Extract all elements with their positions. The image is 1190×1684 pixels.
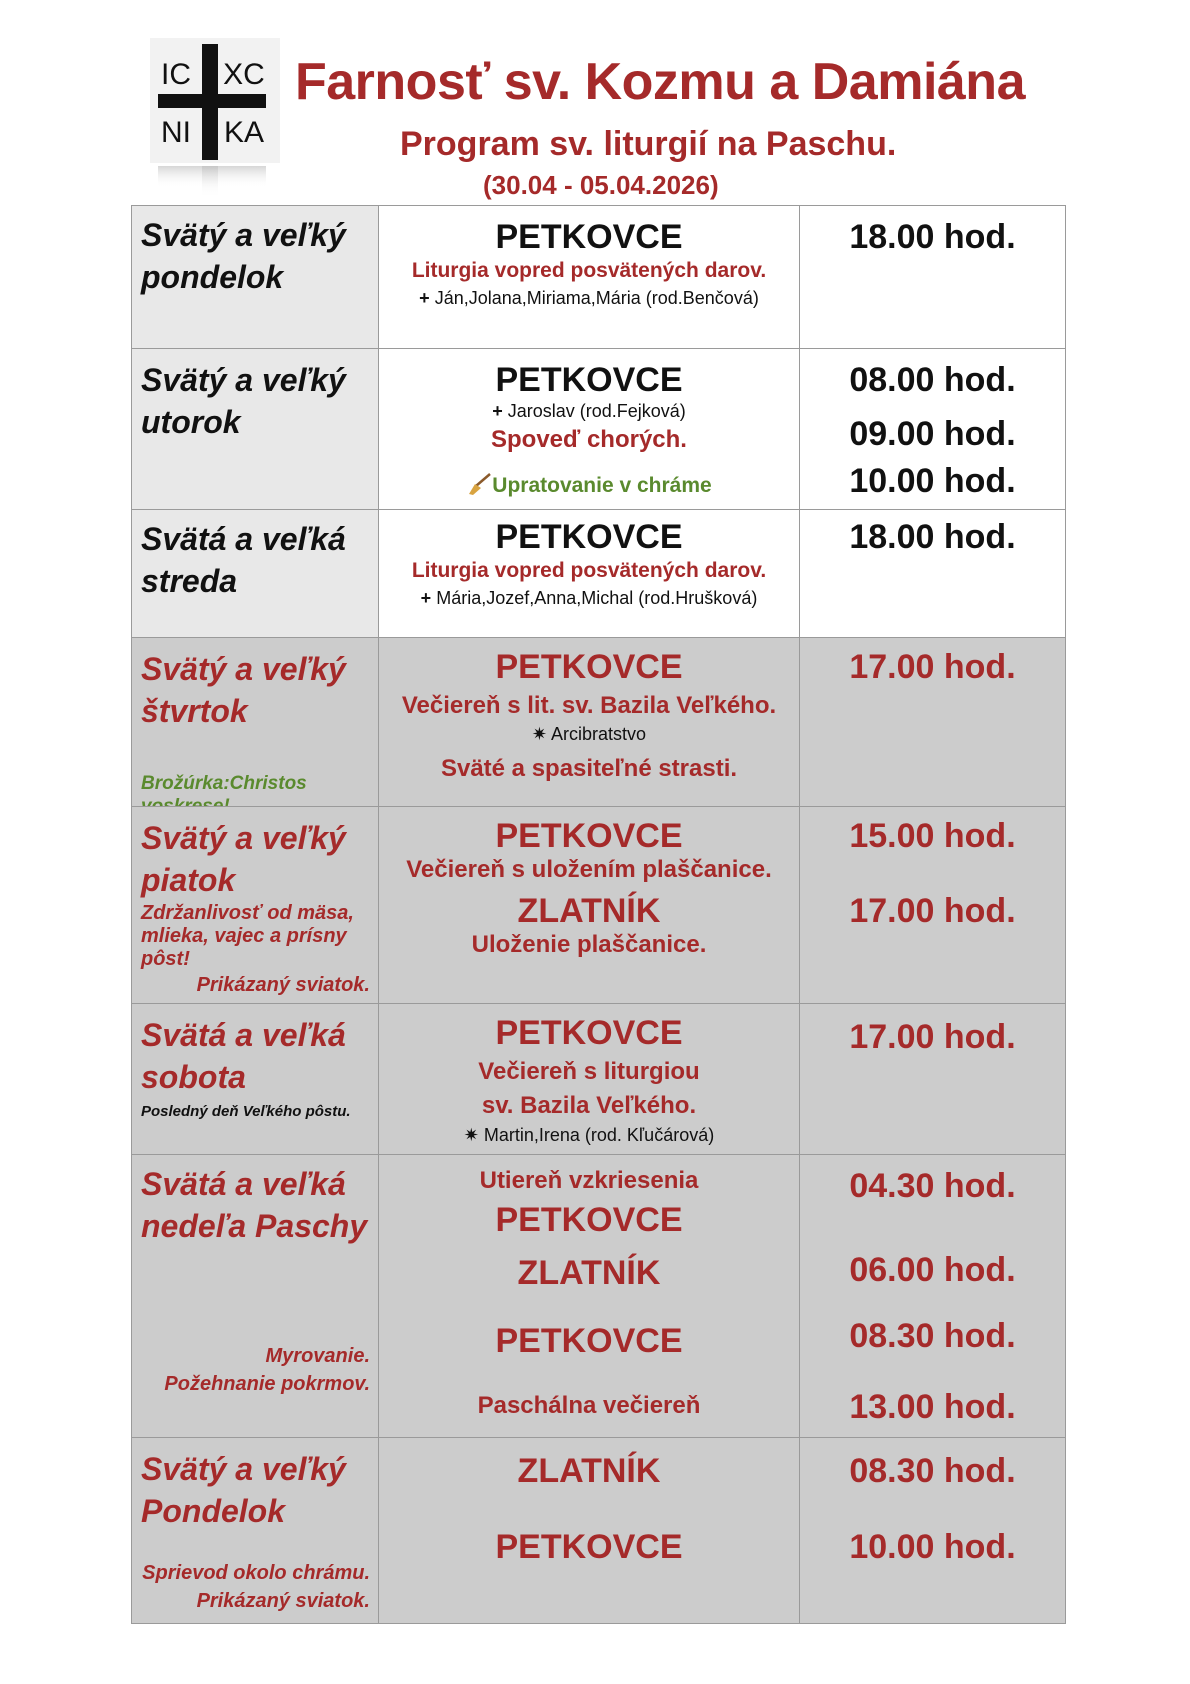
iconography-logo: [150, 38, 280, 198]
time-value: 08.30 hod.: [849, 1317, 1016, 1355]
day-label-line1: Svätý a veľký: [141, 362, 346, 398]
service-name-2: Sväté a spasiteľné strasti.: [440, 755, 738, 782]
service-name-2: Uloženie plaščanice.: [471, 931, 707, 958]
day-cell: [132, 1004, 379, 1155]
place-name-2: PETKOVCE: [495, 1528, 683, 1566]
table-row: [131, 1003, 1066, 1155]
time-value: 13.00 hod.: [849, 1388, 1016, 1426]
day-cell: [132, 1155, 379, 1438]
day-note: Prikázaný sviatok.: [196, 974, 370, 996]
cross-icon: +: [492, 401, 503, 421]
day-label-line2: sobota: [141, 1059, 246, 1095]
asterisk-icon: ✷: [463, 1125, 479, 1145]
day-note: Myrovanie.: [265, 1345, 370, 1367]
time-cell: [800, 807, 1065, 1004]
day-note: Prikázaný sviatok.: [196, 1590, 370, 1612]
intention-text: Jaroslav (rod.Fejková): [507, 401, 686, 421]
table-row: [131, 205, 1066, 349]
day-label-line1: Svätý a veľký: [141, 651, 346, 687]
time-value: 18.00 hod.: [849, 518, 1016, 556]
intention: [379, 588, 799, 609]
cross-icon: +: [420, 588, 432, 608]
day-note: mlieka, vajec a prísny: [141, 925, 347, 947]
day-note: Posledný deň Veľkého pôstu.: [141, 1103, 351, 1120]
time-cell: [800, 1438, 1065, 1623]
time-value: 08.30 hod.: [849, 1452, 1016, 1490]
place-name-3: PETKOVCE: [495, 1322, 683, 1360]
logo-text-ic: IC: [161, 58, 191, 91]
day-note: Sprievod okolo chrámu.: [142, 1562, 370, 1584]
day-label-line1: Svätá a veľká: [141, 1166, 346, 1202]
time-value: 15.00 hod.: [849, 817, 1016, 855]
intention-text: Ján,Jolana,Miriama,Mária (rod.Benčová): [434, 288, 759, 308]
place-name: ZLATNÍK: [517, 1452, 661, 1490]
page-title: Farnosť sv. Kozmu a Damiána: [295, 53, 1025, 111]
time-value: 10.00 hod.: [849, 1528, 1016, 1566]
day-label-line2: streda: [141, 563, 238, 599]
time-value: 17.00 hod.: [849, 1018, 1016, 1056]
broom-icon: [466, 473, 492, 495]
place-name: PETKOVCE: [495, 218, 683, 256]
day-label-line1: Svätý a veľký: [141, 820, 346, 856]
day-label-line1: Svätý a veľký: [141, 217, 346, 253]
day-cell: [132, 206, 379, 349]
asterisk-icon: ✷: [531, 724, 548, 744]
day-label-line1: Svätý a veľký: [141, 1451, 346, 1487]
service-name: Večiereň s lit. sv. Bazila Veľkého.: [401, 692, 777, 719]
time-cell: [800, 206, 1065, 349]
time-value: 04.30 hod.: [849, 1167, 1016, 1205]
time-value: 09.00 hod.: [849, 415, 1016, 453]
time-value: 08.00 hod.: [849, 361, 1016, 399]
intention: [379, 288, 799, 309]
service-name-2: Paschálna večiereň: [477, 1392, 701, 1419]
day-label-line2: pondelok: [141, 259, 284, 295]
day-label-line2: Pondelok: [141, 1493, 286, 1529]
place-name: PETKOVCE: [495, 1201, 683, 1239]
day-cell: [132, 807, 379, 1004]
day-label-line2: štvrtok: [141, 693, 248, 729]
service-name: Večiereň s liturgiou: [478, 1058, 700, 1085]
table-row: [131, 1154, 1066, 1438]
service-name: Spoveď chorých.: [491, 426, 687, 453]
table-row: [131, 348, 1066, 510]
cross-icon: +: [419, 288, 430, 308]
time-cell: [800, 1155, 1065, 1438]
place-name-2: ZLATNÍK: [517, 1254, 661, 1292]
day-label-line1: Svätá a veľká: [141, 521, 346, 557]
service-cell: [379, 638, 800, 807]
cleaning-line: [379, 473, 799, 498]
place-name: PETKOVCE: [495, 1014, 683, 1052]
time-cell: [800, 510, 1065, 638]
place-name: PETKOVCE: [495, 518, 683, 556]
time-value: 17.00 hod.: [849, 648, 1016, 686]
service-cell: [379, 807, 800, 1004]
day-note: Zdržanlivosť od mäsa,: [141, 902, 354, 924]
service-name: Liturgia vopred posvätených darov.: [411, 259, 767, 282]
day-note: Brožúrka:Christos: [141, 773, 307, 794]
service-name-2: sv. Bazila Veľkého.: [481, 1092, 697, 1119]
place-name: PETKOVCE: [495, 817, 683, 855]
time-value: 18.00 hod.: [849, 218, 1016, 256]
service-cell: [379, 1004, 800, 1155]
logo-text-ka: KA: [223, 116, 265, 149]
intention-text: Mária,Jozef,Anna,Michal (rod.Hrušková): [436, 588, 758, 608]
schedule-table: [131, 205, 1066, 1625]
time-cell: [800, 1004, 1065, 1155]
page-subtitle: Program sv. liturgií na Paschu.: [400, 125, 897, 163]
table-row: [131, 637, 1066, 807]
logo-text-ni: NI: [161, 116, 191, 149]
day-cell: [132, 349, 379, 510]
time-cell: [800, 638, 1065, 807]
day-note: Požehnanie pokrmov.: [164, 1373, 370, 1395]
time-value: 06.00 hod.: [849, 1251, 1016, 1289]
table-row: [131, 509, 1066, 638]
service-cell: [379, 349, 800, 510]
day-note: pôst!: [141, 948, 190, 970]
service-name: Liturgia vopred posvätených darov.: [411, 559, 767, 582]
day-label-line2: utorok: [141, 404, 241, 440]
intention: [379, 1125, 799, 1146]
service-cell: [379, 206, 800, 349]
intention-text: Arcibratstvo: [551, 724, 647, 744]
day-label-line2: piatok: [141, 862, 236, 898]
service-name: Utiereň vzkriesenia: [479, 1167, 699, 1194]
day-label-line1: Svätá a veľká: [141, 1017, 346, 1053]
time-value: 10.00 hod.: [849, 462, 1016, 500]
service-cell: [379, 510, 800, 638]
time-value: 17.00 hod.: [849, 892, 1016, 930]
intention-text: Martin,Irena (rod. Kľučárová): [483, 1125, 715, 1145]
service-cell: [379, 1155, 800, 1438]
table-row: [131, 806, 1066, 1004]
day-cell: [132, 1438, 379, 1623]
day-cell: [132, 638, 379, 807]
table-row: [131, 1437, 1066, 1624]
place-name: PETKOVCE: [495, 361, 683, 399]
day-cell: [132, 510, 379, 638]
day-label-line2: nedeľa Paschy: [141, 1208, 368, 1244]
logo-text-xc: XC: [223, 58, 265, 91]
place-name: PETKOVCE: [495, 648, 683, 686]
cleaning-text: Upratovanie v chráme: [492, 474, 712, 497]
service-name: Večiereň s uložením plaščanice.: [406, 856, 772, 883]
time-cell: [800, 349, 1065, 510]
intention: [379, 401, 799, 422]
intention: [379, 724, 799, 745]
place-name-2: ZLATNÍK: [517, 892, 661, 930]
service-cell: [379, 1438, 800, 1623]
date-range: (30.04 - 05.04.2026): [483, 170, 719, 200]
